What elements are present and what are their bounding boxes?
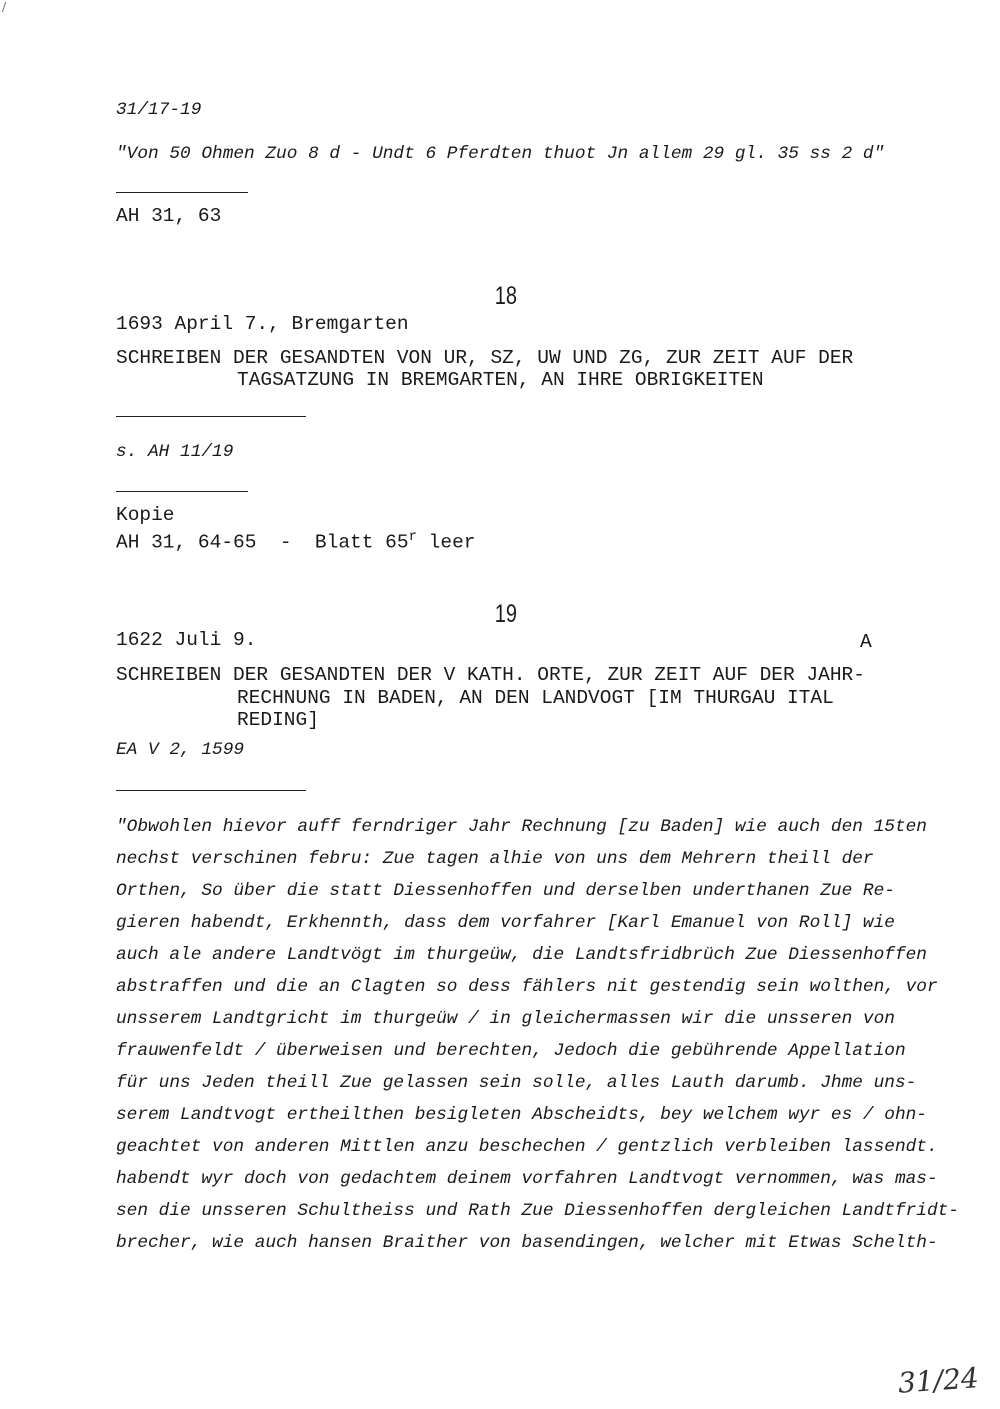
divider: [116, 416, 306, 417]
entry18-source-sup: r: [408, 529, 417, 545]
text-line: "Obwohlen hievor auff ferndriger Jahr Rechnung [zu Baden] wie auch den 15ten: [116, 817, 927, 837]
quote-top: "Von 50 Ohmen Zuo 8 d - Undt 6 Pferdten thuot Jn allem 29 gl. 35 ss 2 d": [116, 144, 885, 164]
entry19-title-line2: RECHNUNG IN BADEN, AN DEN LANDVOGT [IM THURGAU ITAL: [237, 687, 834, 709]
entry18-title-line1: SCHREIBEN DER GESANDTEN VON UR, SZ, UW UND ZG, ZUR ZEIT AUF DER: [116, 347, 854, 369]
divider: [116, 790, 306, 791]
divider: [116, 491, 248, 492]
entry19-title-line1: SCHREIBEN DER GESANDTEN DER V KATH. ORTE, ZUR ZEIT AUF DER JAHR-: [116, 664, 865, 686]
entry19-date: 1622 Juli 9.: [116, 629, 257, 651]
text-line: unsserem Landtgricht im thurgeüw / in gleichermassen wir die unsseren von: [116, 1009, 895, 1029]
corner-mark: /: [2, 0, 7, 14]
entry18-see-reference: s. AH 11/19: [116, 442, 234, 462]
entry18-source-text: AH 31, 64-65 - Blatt 65: [116, 531, 409, 554]
text-line: nechst verschinen febru: Zue tagen alhie von uns dem Mehrern theill der: [116, 849, 874, 869]
entry19-marker: A: [860, 631, 872, 653]
text-line: Orthen, So über die statt Diessenhoffen und derselben underthanen Zue Re-: [116, 881, 895, 901]
divider: [116, 192, 248, 193]
entry18-source: [116, 525, 475, 555]
text-line: gieren habendt, Erkhennth, dass dem vorfahrer [Karl Emanuel von Roll] wie: [116, 913, 895, 933]
entry18-title-line2: TAGSATZUNG IN BREMGARTEN, AN IHRE OBRIGKEITEN: [237, 369, 764, 391]
entry-number-19: 19: [494, 600, 518, 628]
text-line: für uns Jeden theill Zue gelassen sein solle, alles Lauth darumb. Jhme uns-: [116, 1073, 917, 1093]
text-line: geachtet von anderen Mittlen anzu beschechen / gentzlich verbleiben lassendt.: [116, 1137, 938, 1157]
text-line: sen die unsseren Schultheiss und Rath Zue Diessenhoffen dergleichen Landtfridt-: [116, 1201, 959, 1221]
handwritten-folio-number: 31/24: [896, 1361, 980, 1400]
text-line: habendt wyr doch von gedachtem deinem vorfahren Landtvogt vernommen, was mas-: [116, 1169, 938, 1189]
text-line: abstraffen und die an Clagten so dess fählers nit gestendig sein wolthen, vor: [116, 977, 938, 997]
entry18-date: 1693 April 7., Bremgarten: [116, 313, 409, 335]
entry19-title-line3: REDING]: [237, 709, 319, 731]
text-line: auch ale andere Landtvögt im thurgeüw, die Landtsfridbrüch Zue Diessenhoffen: [116, 945, 927, 965]
entry18-copy-label: Kopie: [116, 504, 175, 526]
entry18-source-end: leer: [416, 531, 476, 554]
source-top: AH 31, 63: [116, 205, 222, 227]
text-line: frauwenfeldt / überweisen und berechten, Jedoch die gebührende Appellation: [116, 1041, 906, 1061]
entry19-reference: EA V 2, 1599: [116, 740, 245, 760]
text-line: brecher, wie auch hansen Braither von basendingen, welcher mit Etwas Schelth-: [116, 1233, 938, 1253]
header-reference: 31/17-19: [116, 100, 202, 120]
text-line: serem Landtvogt ertheilthen besigleten Abscheidts, bey welchem wyr es / ohn-: [116, 1105, 927, 1125]
entry-number-18: 18: [494, 282, 518, 310]
